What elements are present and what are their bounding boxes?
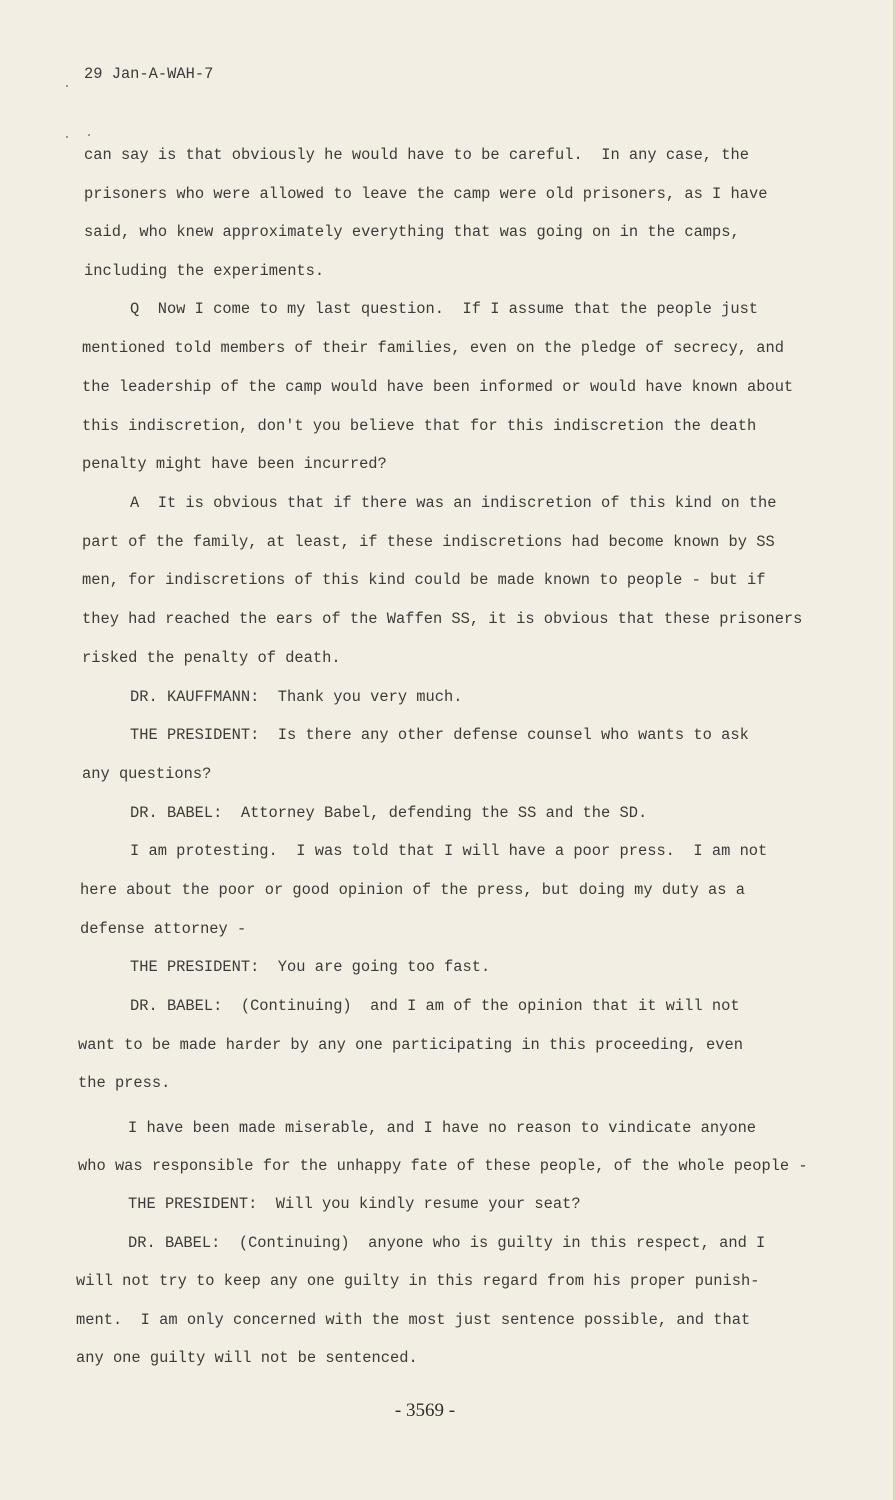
text-line: who was responsible for the unhappy fate of these people, of the whole people - [78, 1157, 808, 1175]
text-line: prisoners who were allowed to leave the camp were old prisoners, as I have [84, 185, 768, 203]
text-line: including the experiments. [84, 262, 325, 280]
text-line: THE PRESIDENT: Is there any other defense counsel who wants to ask [130, 726, 749, 744]
text-line: here about the poor or good opinion of the press, but doing my duty as a [80, 881, 745, 899]
text-line: A It is obvious that if there was an indiscretion of this kind on the [130, 494, 777, 512]
text-line: mentioned told members of their families, even on the pledge of secrecy, and [82, 339, 784, 357]
text-line: said, who knew approximately everything that was going on in the camps, [84, 223, 740, 241]
page-number: - 3569 - [394, 1400, 456, 1421]
text-line: part of the family, at least, if these indiscretions had become known by SS [82, 533, 775, 551]
margin-dot [66, 136, 68, 138]
text-line: penalty might have been incurred? [82, 455, 387, 473]
text-line: I have been made miserable, and I have no reason to vindicate anyone [128, 1119, 757, 1137]
text-line: can say is that obviously he would have to be careful. In any case, the [84, 146, 749, 164]
page-header: 29 Jan-A-WAH-7 [84, 65, 214, 83]
text-line: DR. BABEL: (Continuing) and I am of the opinion that it will not [130, 997, 740, 1015]
text-line: defense attorney - [80, 920, 247, 938]
text-line: ment. I am only concerned with the most just sentence possible, and that [76, 1311, 751, 1329]
margin-dot [88, 134, 90, 136]
text-line: risked the penalty of death. [82, 649, 341, 667]
text-line: THE PRESIDENT: You are going too fast. [130, 958, 491, 976]
text-line: THE PRESIDENT: Will you kindly resume your seat? [128, 1195, 581, 1213]
text-line: I am protesting. I was told that I will have a poor press. I am not [130, 842, 768, 860]
text-line: the leadership of the camp would have been informed or would have known about [82, 378, 794, 396]
text-line: the press. [78, 1074, 171, 1092]
text-line: any questions? [82, 765, 212, 783]
text-line: they had reached the ears of the Waffen SS, it is obvious that these prisoners [82, 610, 803, 628]
text-line: will not try to keep any one guilty in this regard from his proper punish- [76, 1272, 760, 1290]
text-line: this indiscretion, don't you believe that for this indiscretion the death [82, 417, 757, 435]
text-line: Q Now I come to my last question. If I assume that the people just [130, 300, 759, 318]
text-line: any one guilty will not be sentenced. [76, 1349, 418, 1367]
text-line: DR. BABEL: (Continuing) anyone who is guilty in this respect, and I [128, 1234, 766, 1252]
margin-dot [66, 85, 68, 87]
text-line: want to be made harder by any one participating in this proceeding, even [78, 1036, 743, 1054]
text-line: DR. KAUFFMANN: Thank you very much. [130, 688, 463, 706]
text-line: men, for indiscretions of this kind could be made known to people - but if [82, 571, 766, 589]
text-line: DR. BABEL: Attorney Babel, defending the SS and the SD. [130, 804, 648, 822]
